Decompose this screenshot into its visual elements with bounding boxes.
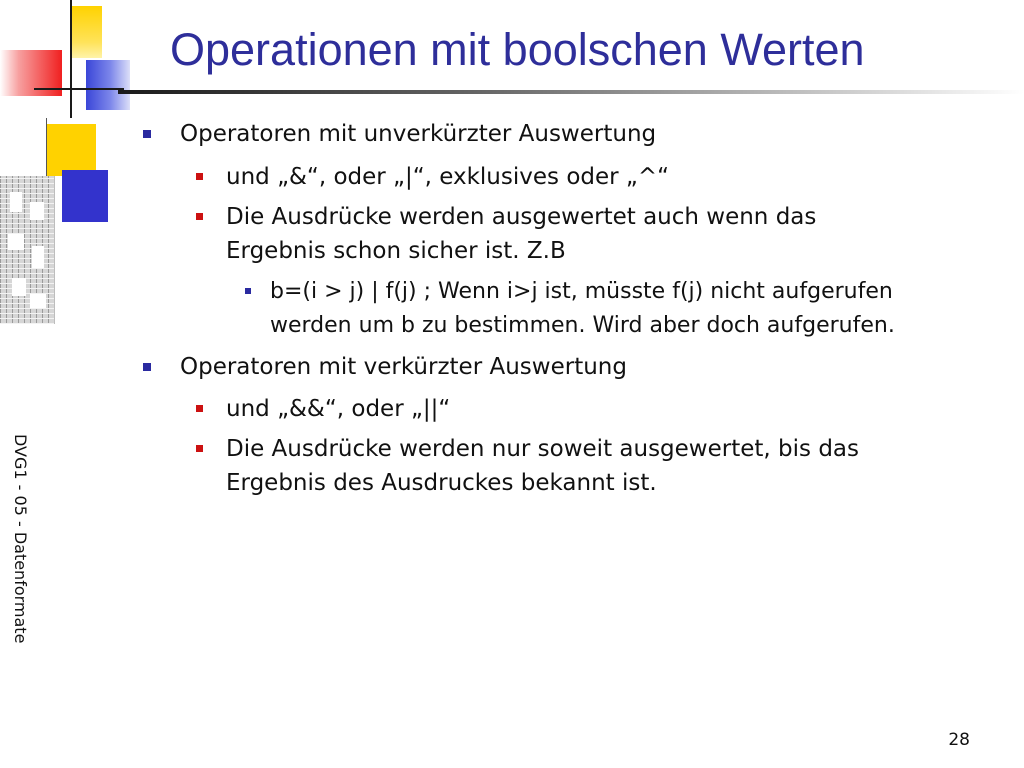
bullet-item xyxy=(226,160,669,194)
square-bullet-icon xyxy=(143,130,151,138)
bullet-item xyxy=(226,432,859,500)
square-bullet-icon xyxy=(245,288,251,294)
bullet-text: Operatoren mit unverkürzter Auswertung xyxy=(180,121,657,147)
bullet-text-line: Ergebnis schon sicher ist. Z.B xyxy=(226,238,566,264)
page-number: 28 xyxy=(948,730,970,750)
square-bullet-icon xyxy=(196,445,203,452)
bullet-text-line: Ergebnis des Ausdruckes bekannt ist. xyxy=(226,470,657,496)
bullet-item xyxy=(270,275,895,343)
bullet-item xyxy=(180,117,656,151)
bullet-text-line: Die Ausdrücke werden nur soweit ausgewertet, bis das xyxy=(226,436,859,462)
bullet-text: und „&“, oder „|“, exklusives oder „^“ xyxy=(226,164,670,190)
bullet-item xyxy=(226,392,450,426)
square-bullet-icon xyxy=(196,173,203,180)
bullet-item xyxy=(226,200,816,268)
bullet-text: und „&&“, oder „||“ xyxy=(226,396,451,422)
square-bullet-icon xyxy=(143,363,151,371)
bullet-text-line: werden um b zu bestimmen. Wird aber doch aufgerufen. xyxy=(270,313,895,338)
bullet-text: Operatoren mit verkürzter Auswertung xyxy=(180,354,627,380)
bullet-text-line: Die Ausdrücke werden ausgewertet auch wenn das xyxy=(226,204,817,230)
page-title: Operationen mit boolschen Werten xyxy=(170,24,865,75)
square-bullet-icon xyxy=(196,405,203,412)
square-bullet-icon xyxy=(196,213,203,220)
bullet-text-line: b=(i > j) | f(j) ; Wenn i>j ist, müsste f(j) nicht aufgerufen xyxy=(270,279,893,304)
bullet-item xyxy=(180,350,627,384)
side-label: DVG1 - 05 - Datenformate xyxy=(11,434,30,644)
